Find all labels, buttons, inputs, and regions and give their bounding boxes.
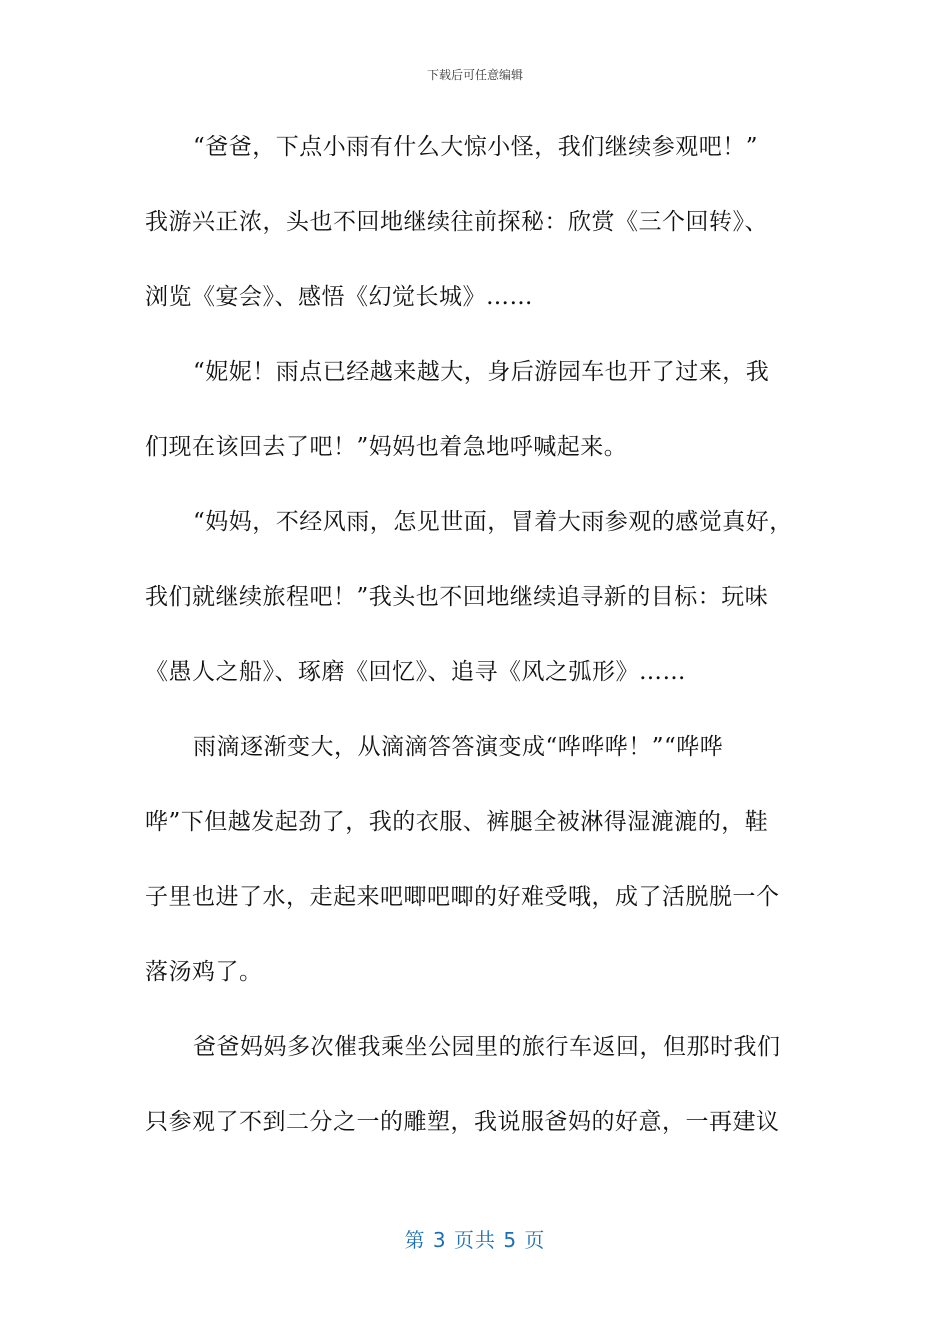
document-body bbox=[145, 110, 810, 1160]
text-line: “妮妮！雨点已经越来越大，身后游园车也开了过来，我 bbox=[193, 359, 770, 385]
text-line: 雨滴逐渐变大，从滴滴答答演变成“哗哗哗！”“哗哗 bbox=[193, 734, 724, 760]
text-line: 只参观了不到二分之一的雕塑，我说服爸妈的好意，一再建议 bbox=[145, 1109, 780, 1135]
text-line: 爸爸妈妈多次催我乘坐公园里的旅行车返回，但那时我们 bbox=[193, 1034, 781, 1060]
text-line: 落汤鸡了。 bbox=[145, 959, 263, 985]
text-line: 浏览《宴会》、感悟《幻觉长城》…… bbox=[145, 284, 533, 310]
text-line: 我游兴正浓，头也不回地继续往前探秘：欣赏《三个回转》、 bbox=[145, 209, 768, 235]
text-line: 哗”下但越发起劲了，我的衣服、裤腿全被淋得湿漉漉的，鞋 bbox=[145, 809, 769, 835]
text-line: 们现在该回去了吧！”妈妈也着急地呼喊起来。 bbox=[145, 434, 628, 460]
text-line: “爸爸，下点小雨有什么大惊小怪，我们继续参观吧！” bbox=[193, 134, 759, 160]
text-line: 子里也进了水，走起来吧唧吧唧的好难受哦，成了活脱脱一个 bbox=[145, 884, 780, 910]
text-line: “妈妈，不经风雨，怎见世面，冒着大雨参观的感觉真好， bbox=[193, 509, 793, 535]
page-number-footer: 第 3 页共 5 页 bbox=[404, 1228, 546, 1252]
text-line: 我们就继续旅程吧！”我头也不回地继续追寻新的目标：玩味 bbox=[145, 584, 769, 610]
page-header: 下载后可任意编辑 bbox=[426, 68, 523, 82]
text-line: 《愚人之船》、琢磨《回忆》、追寻《风之弧形》…… bbox=[145, 659, 686, 685]
